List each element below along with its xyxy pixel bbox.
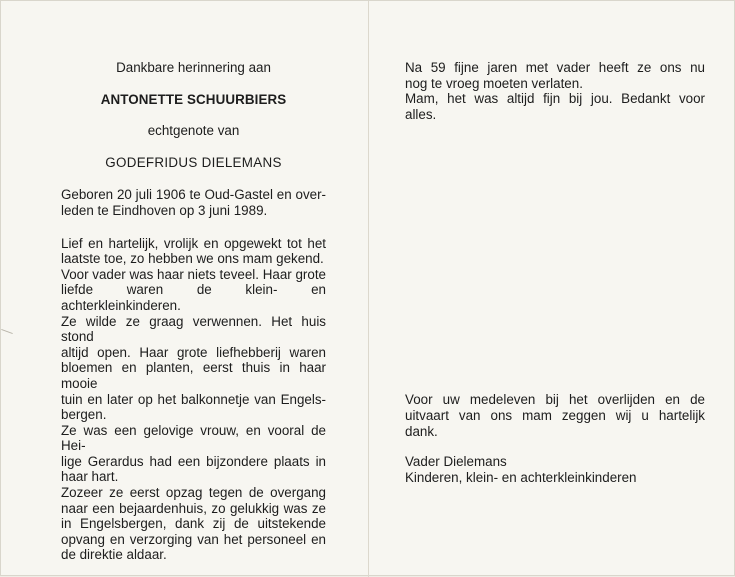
birth-line: leden te Eindhoven op 3 juni 1989. [61,202,268,218]
thanks-line: dank. [405,423,438,439]
farewell-line: Mam, het was altijd fijn bij jou. Bedankt voor [405,91,705,107]
tribute-line: tuin en later op het balkonnetje van Engels- [61,391,326,407]
tribute-line: bergen. [61,407,107,423]
tribute-line: liefde waren de klein- en achterkleinkinderen. [61,282,326,313]
farewell-paragraph [405,60,705,122]
right-page [405,60,705,485]
tribute-line: Zozeer ze eerst opzag tegen de overgang [61,485,326,501]
farewell-line: Na 59 fijne jaren met vader heeft ze ons nu [405,60,705,75]
signers-block [405,454,705,485]
birth-line: Geboren 20 juli 1906 te Oud-Gastel en over- [61,187,326,203]
tribute-line: opvang en verzorging van het personeel en [61,531,326,547]
farewell-line: nog te vroeg moeten verlaten. [405,75,583,91]
tribute-line: Ze wilde ze graag verwennen. Het huis stond [61,313,326,345]
thanks-paragraph [405,392,705,439]
farewell-line: alles. [405,106,437,122]
tribute-line: Voor vader was haar niets teveel. Haar grote [61,266,326,282]
deceased-name: ANTONETTE SCHUURBIERS [100,91,287,107]
tribute-line: de direktie aldaar. [61,547,167,563]
spouse-name: GODEFRIDUS DIELEMANS [105,154,282,170]
thanks-line: Voor uw medeleven bij het overlijden en de [405,392,705,408]
birth-death-paragraph [61,187,326,218]
signer-name: Vader Dielemans [405,454,507,470]
tribute-line: laatste toe, zo hebben we ons mam gekend. [61,251,324,267]
tribute-line: bloemen en planten, eerst thuis in haar mooie [61,360,326,391]
paper-mark [1,329,13,334]
tribute-line: naar een bejaardenhuis, zo gelukkig was ze [61,500,326,516]
tribute-paragraph [61,236,326,563]
tribute-line: Lief en hartelijk, vrolijk en opgewekt tot het [61,235,326,251]
spouse-label: echtgenote van [147,123,240,139]
card-fold-line [368,1,369,577]
tribute-line: haar hart. [61,469,119,485]
left-page [61,60,326,563]
signer-name: Kinderen, klein- en achterkleinkinderen [405,469,637,485]
intro-text: Dankbare herinnering aan [116,60,271,75]
tribute-line: lige Gerardus had een bijzondere plaats in [61,453,326,469]
tribute-line: Ze was een gelovige vrouw, en vooral de Hei- [61,422,326,454]
tribute-line: altijd open. Haar grote liefhebberij waren [61,344,326,360]
thanks-line: uitvaart van ons mam zeggen wij u hartelijk [405,407,705,423]
tribute-line: in Engelsbergen, dank zij de uitstekende [61,516,326,532]
